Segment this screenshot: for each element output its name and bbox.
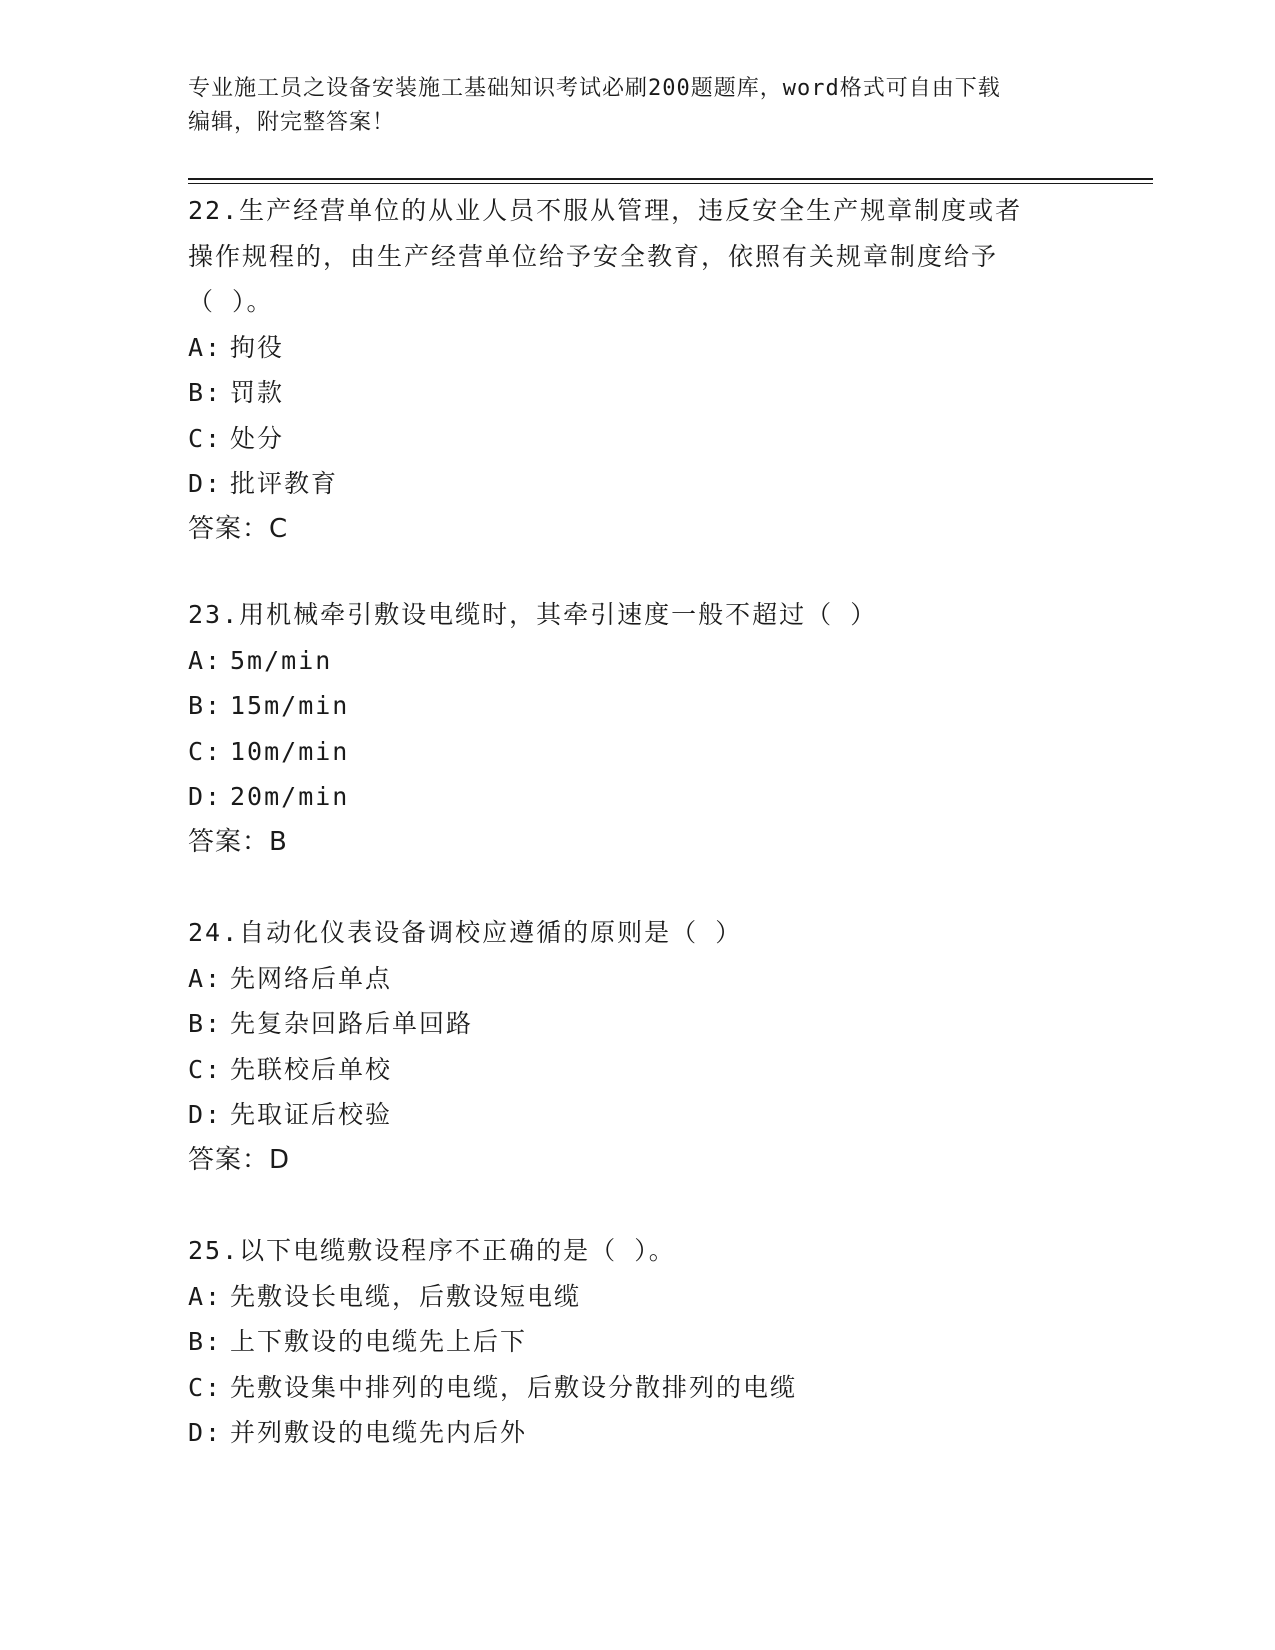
option-text: 先敷设长电缆，后敷设短电缆 <box>230 1281 582 1311</box>
question-text-line: 23.用机械牵引敷设电缆时，其牵引速度一般不超过（ ） <box>188 600 878 629</box>
option-c <box>188 1365 1088 1411</box>
question-25 <box>188 1228 1088 1456</box>
option-letter: C: <box>188 423 223 453</box>
option-text: 先复杂回路后单回路 <box>230 1009 474 1038</box>
answer-line: 答案：D <box>188 1144 291 1175</box>
question-text-line: 操作规程的，由生产经营单位给予安全教育，依照有关规章制度给予 <box>188 241 999 271</box>
option-letter: A: <box>188 645 223 675</box>
option-text: 先取证后校验 <box>230 1100 393 1129</box>
option-letter: A: <box>188 963 223 993</box>
option-b <box>188 1319 1088 1365</box>
option-c <box>188 1047 1088 1093</box>
option-text: 并列敷设的电缆先内后外 <box>230 1418 528 1447</box>
option-b <box>188 370 1088 416</box>
option-letter: C: <box>188 1372 223 1402</box>
question-text-line: 22.生产经营单位的从业人员不服从管理，违反安全生产规章制度或者 <box>188 196 1023 225</box>
option-text: 上下敷设的电缆先上后下 <box>230 1327 528 1356</box>
option-text: 5m/min <box>230 645 333 675</box>
question-text-line: （ ）。 <box>188 287 274 316</box>
option-a <box>188 325 1088 371</box>
question-24 <box>188 910 1088 1183</box>
option-c <box>188 416 1088 462</box>
header-divider-thick <box>188 178 1153 180</box>
option-letter: A: <box>188 1281 223 1311</box>
document-header <box>188 72 1088 140</box>
option-letter: D: <box>188 469 223 498</box>
option-text: 拘役 <box>230 332 285 362</box>
question-22 <box>188 188 1088 552</box>
option-b <box>188 683 1088 729</box>
option-text: 20m/min <box>230 782 350 811</box>
question-text-line: 25.以下电缆敷设程序不正确的是（ ）。 <box>188 1236 676 1265</box>
option-text: 罚款 <box>230 378 285 407</box>
option-letter: D: <box>188 1418 223 1447</box>
option-text: 先联校后单校 <box>230 1054 393 1084</box>
option-letter: C: <box>188 736 223 766</box>
option-letter: B: <box>188 1009 223 1038</box>
header-line-1: 专业施工员之设备安装施工基础知识考试必刷200题题库，word格式可自由下载 <box>188 76 1001 101</box>
option-text: 先敷设集中排列的电缆，后敷设分散排列的电缆 <box>230 1372 798 1402</box>
option-text: 15m/min <box>230 691 350 720</box>
option-letter: D: <box>188 1100 223 1129</box>
option-b <box>188 1001 1088 1047</box>
option-a <box>188 956 1088 1002</box>
option-letter: C: <box>188 1054 223 1084</box>
option-a <box>188 1274 1088 1320</box>
question-text-line: 24.自动化仪表设备调校应遵循的原则是（ ） <box>188 918 743 947</box>
header-line-2: 编辑，附完整答案！ <box>188 110 396 135</box>
option-text: 10m/min <box>230 736 350 766</box>
option-text: 处分 <box>230 423 285 453</box>
option-letter: A: <box>188 332 223 362</box>
option-letter: B: <box>188 691 223 720</box>
option-d <box>188 1092 1088 1138</box>
option-letter: B: <box>188 378 223 407</box>
answer-line: 答案：C <box>188 513 289 544</box>
option-a <box>188 638 1088 684</box>
header-divider-thin <box>188 183 1153 184</box>
option-d <box>188 1410 1088 1456</box>
option-text: 先网络后单点 <box>230 963 393 993</box>
answer-line: 答案：B <box>188 826 288 857</box>
option-letter: B: <box>188 1327 223 1356</box>
option-text: 批评教育 <box>230 469 339 498</box>
option-c <box>188 729 1088 775</box>
option-d <box>188 774 1088 820</box>
question-23 <box>188 592 1088 865</box>
option-d <box>188 461 1088 507</box>
option-letter: D: <box>188 782 223 811</box>
